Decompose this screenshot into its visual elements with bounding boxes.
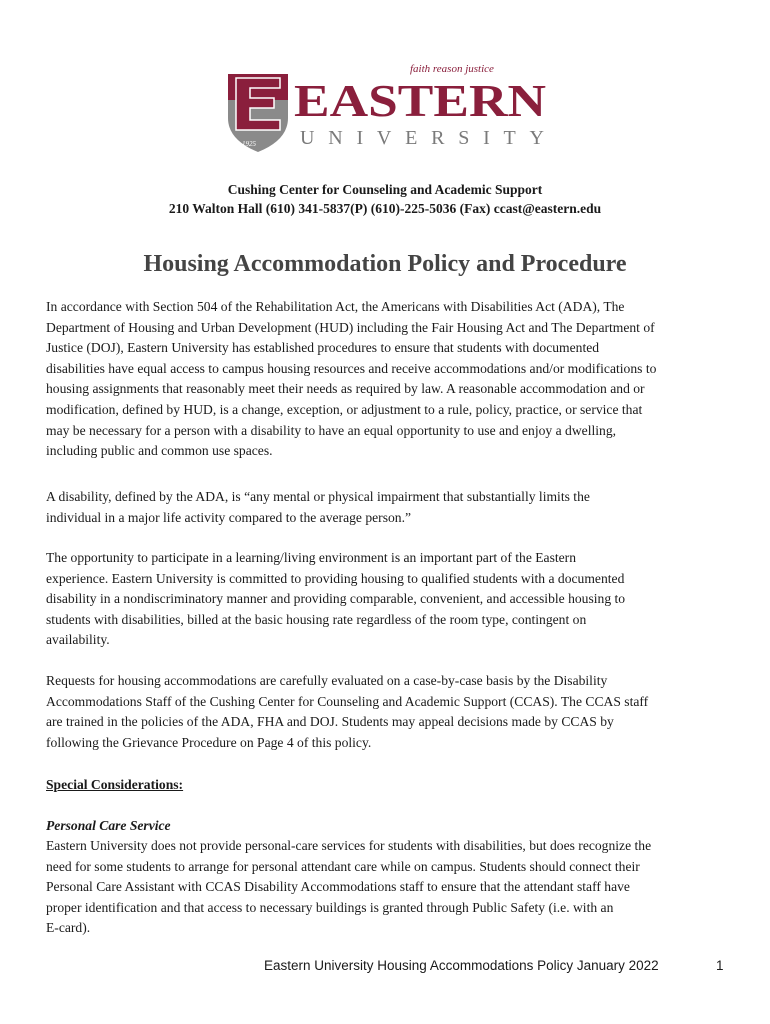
paragraph-line: A disability, defined by the ADA, is “any mental or physical impairment that substantially limits the: [46, 489, 590, 504]
paragraph-line: following the Grievance Procedure on Page 4 of this policy.: [46, 734, 372, 750]
paragraph-line: disabilities have equal access to campus housing resources and receive accommodations and/or modifications to: [46, 360, 657, 376]
office-header: [0, 180, 770, 218]
paragraph-line: need for some students to arrange for personal attendant care while on campus. Students should connect their: [46, 858, 640, 874]
paragraph-line: disability in a nondiscriminatory manner and providing comparable, convenient, and accessible housing to: [46, 591, 626, 607]
page-number: 1: [716, 958, 724, 973]
paragraph-requests: [46, 671, 726, 753]
logo-tagline: faith reason justice: [410, 63, 494, 75]
page-footer: Eastern University Housing Accommodations Policy January 2022: [264, 958, 659, 973]
office-name: Cushing Center for Counseling and Academic Support: [227, 182, 543, 197]
paragraph-personal-care: [46, 836, 726, 939]
paragraph-line: Department of Housing and Urban Development (HUD) including the Fair Housing Act and The Department of: [46, 319, 655, 335]
page-title: Housing Accommodation Policy and Procedure: [143, 251, 627, 277]
personal-care-heading: Personal Care Service: [46, 818, 171, 833]
special-considerations-heading: Special Considerations:: [46, 777, 184, 792]
eastern-university-logo: [222, 60, 552, 160]
logo-sub: UNIVERSITY: [300, 127, 544, 149]
paragraph-line: Personal Care Assistant with CCAS Disability Accommodations staff to ensure that the attendant staff have: [46, 879, 630, 895]
paragraph-line: In accordance with Section 504 of the Rehabilitation Act, the Americans with Disabilities Act (ADA), The: [46, 299, 625, 314]
paragraph-line: are trained in the policies of the ADA, FHA and DOJ. Students may appeal decisions made by CCAS by: [46, 714, 614, 730]
logo-name: EASTERN: [294, 75, 546, 126]
paragraph-line: The opportunity to participate in a learning/living environment is an important part of the Eastern: [46, 550, 577, 565]
paragraph-line: proper identification and that access to necessary buildings is granted through Public Safety (i.e. with an: [46, 899, 614, 915]
paragraph-line: individual in a major life activity compared to the average person.”: [46, 509, 412, 525]
paragraph-opportunity: [46, 548, 726, 651]
paragraph-line: may be necessary for a person with a disability to have an equal opportunity to use and enjoy a dwelling,: [46, 422, 617, 438]
paragraph-line: Accommodations Staff of the Cushing Center for Counseling and Academic Support (CCAS). The CCAS staff: [46, 693, 649, 709]
paragraph-line: Requests for housing accommodations are carefully evaluated on a case-by-case basis by the Disability: [46, 673, 608, 688]
paragraph-line: Eastern University does not provide personal-care services for students with disabilities, but does recognize the: [46, 838, 652, 853]
paragraph-line: Justice (DOJ), Eastern University has established procedures to ensure that students with documented: [46, 340, 600, 356]
paragraph-line: experience. Eastern University is committed to providing housing to qualified students with a documented: [46, 570, 625, 586]
paragraph-line: modification, defined by HUD, is a change, exception, or adjustment to a rule, policy, practice, or service that: [46, 401, 643, 417]
paragraph-line: availability.: [46, 632, 110, 648]
paragraph-line: including public and common use spaces.: [46, 443, 273, 459]
logo-year: 1925: [242, 140, 256, 148]
paragraph-line: students with disabilities, billed at the basic housing rate regardless of the room type, contingent on: [46, 611, 587, 627]
paragraph-line: E-card).: [46, 920, 91, 936]
office-contact: 210 Walton Hall (610) 341-5837(P) (610)-225-5036 (Fax) ccast@eastern.edu: [168, 201, 602, 216]
paragraph-intro: [46, 297, 726, 462]
paragraph-line: housing assignments that reasonably meet their needs as required by law. A reasonable accommodation and or: [46, 381, 645, 397]
paragraph-disability-definition: [46, 487, 726, 528]
